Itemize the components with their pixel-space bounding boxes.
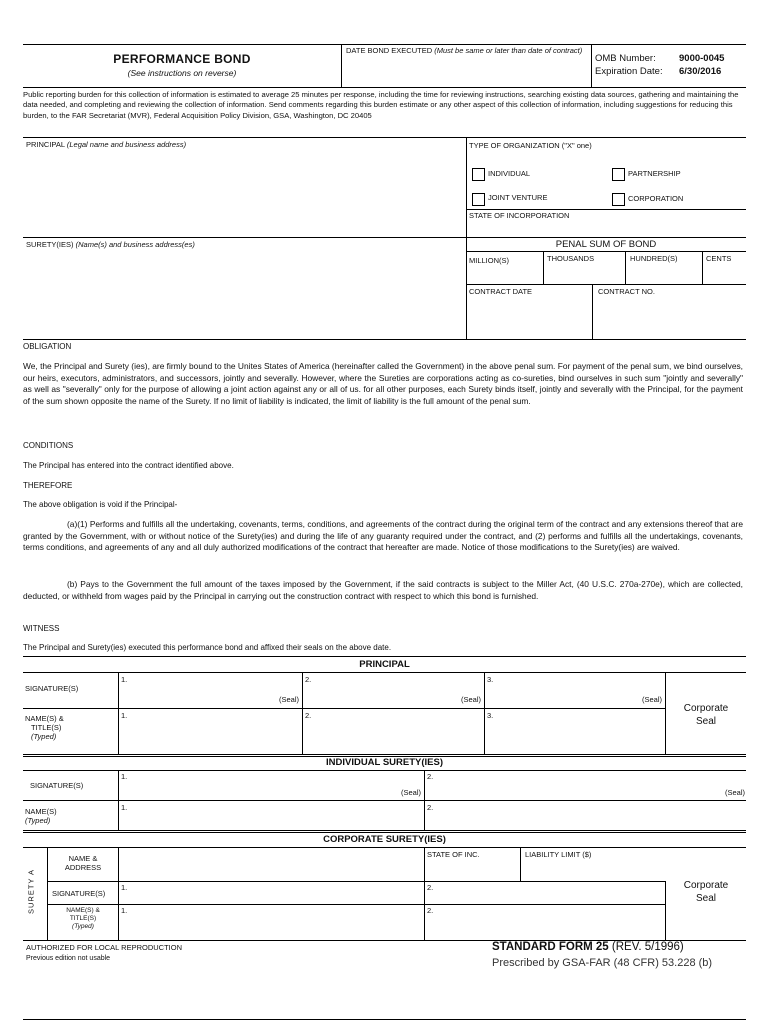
clause-a-text: (a)(1) Performs and fulfills all the undertaking, covenants, terms, conditions, and agreements of the contract during the original term of the contract and any extensions thereof that are granted by the Government, with or without notice of the Surety(ies) and during the life of any guaranty required under the contract, and (2) performs and fulfills all the undertakings, covenants, terms conditions, and agreements of any and all duly authorized modifications of the contract that hereafter are made. Notice of those modifications to the Surety(ies) are waived. (23, 519, 743, 553)
authorized-reproduction-text: AUTHORIZED FOR LOCAL REPRODUCTION (26, 943, 182, 952)
expiration-label: Expiration Date: (595, 66, 663, 77)
corporate-name-1-number: 1. (121, 906, 128, 915)
principal-signature-1-field[interactable] (121, 675, 301, 707)
therefore-text: The above obligation is void if the Principal- (23, 500, 178, 509)
corporate-names-label-line2: TITLE(S) (69, 915, 97, 922)
individual-name-2-field[interactable] (427, 803, 745, 829)
corporate-signature-1-number: 1. (121, 883, 128, 892)
corporate-name-2-field[interactable] (427, 906, 663, 939)
corporate-signature-1-field[interactable] (121, 883, 423, 903)
principal-name-3-number: 3. (487, 711, 494, 720)
principal-name-1-field[interactable] (121, 711, 301, 753)
corporation-checkbox[interactable] (612, 193, 625, 206)
individual-signature-label: SIGNATURE(S) (30, 781, 84, 790)
date-executed-note: (Must be same or later than date of contract) (434, 46, 583, 55)
corporate-signature-label: SIGNATURE(S) (52, 889, 106, 898)
corporate-surety-heading: CORPORATE SURETY(IES) (323, 834, 446, 845)
omb-label: OMB Number: (595, 53, 656, 64)
corporate-name-address-label (48, 854, 118, 872)
corporate-signature-2-number: 2. (427, 883, 434, 892)
principal-seal-2: (Seal) (460, 695, 481, 704)
individual-name-1-number: 1. (121, 803, 128, 812)
hundreds-field[interactable]: HUNDRED(S) (630, 254, 678, 263)
surety-field[interactable] (26, 240, 195, 249)
corporate-name-address-line2: ADDRESS (64, 863, 102, 872)
principal-names-typed: (Typed) (31, 732, 57, 741)
previous-edition-text: Previous edition not usable (26, 955, 111, 962)
obligation-text: We, the Principal and Surety (ies), are firmly bound to the Unites States of America (hereinafter called the Government) in the above penal sum. For payment of the penal sum, we bind ourselves, our heirs, executors, administrators, and successors, jointly and severally. However, where the Sureties are corporations acting as co-sureties, bind ourselves in such sum "jointly and severally" as well as "severally" only for the purpose of allowing a joint action against any or all of us. for all other purposes, each Surety binds itself, jointly and severally with the Principal, for the payment of the sum shown opposite the name of the Surety. If no limit of liability is indicated, the limit of liability is the full amount of the penal sum. (23, 361, 743, 406)
corporate-seal-line1: Corporate (683, 880, 729, 891)
principal-name-2-number: 2. (305, 711, 312, 720)
corporate-name-address-line1: NAME & (68, 854, 98, 863)
partnership-checkbox[interactable] (612, 168, 625, 181)
principal-names-label-line2: TITLE(S) (31, 723, 62, 732)
witness-heading: WITNESS (23, 624, 60, 633)
conditions-text: The Principal has entered into the contract identified above. (23, 461, 234, 470)
form-title: PERFORMANCE BOND (113, 52, 251, 66)
partnership-option-label: PARTNERSHIP (628, 169, 681, 178)
individual-signature-2-field[interactable] (427, 772, 745, 799)
corporate-name-2-number: 2. (427, 906, 434, 915)
contract-number-field[interactable]: CONTRACT NO. (598, 287, 655, 296)
corporate-seal-line2: Seal (695, 893, 716, 904)
burden-notice: Public reporting burden for this collection of information is estimated to average 25 minutes per response, including the time for reviewing instructions, searching existing data sources, gathering and maintaining the data needed, and completing and reviewing the collection of information. Send comments regarding this burden estimate or any other aspect of this collection of information, including suggestions for reducing this burden, to the FAR Secretariat (MVR), Federal Acquisition Policy Division, GSA, Washington, DC 20405 (23, 90, 739, 120)
state-of-incorporation-field[interactable]: STATE OF INCORPORATION (469, 211, 570, 220)
contract-date-field[interactable]: CONTRACT DATE (469, 287, 533, 296)
principal-name-1-number: 1. (121, 711, 128, 720)
corporate-liability-field[interactable]: LIABILITY LIMIT ($) (525, 850, 592, 859)
conditions-heading: CONDITIONS (23, 441, 74, 450)
individual-name-2-number: 2. (427, 803, 434, 812)
individual-signature-1-number: 1. (121, 772, 128, 781)
principal-sign-heading: PRINCIPAL (359, 659, 410, 670)
surety-label: SURETY(IES) (26, 240, 74, 249)
witness-text: The Principal and Surety(ies) executed this performance bond and affixed their seals on the above date. (23, 643, 392, 652)
corporate-names-typed: (Typed) (72, 923, 94, 930)
corporate-state-field[interactable]: STATE OF INC. (427, 850, 480, 859)
expiration-value: 6/30/2016 (679, 66, 722, 77)
obligation-heading: OBLIGATION (23, 342, 72, 351)
principal-name-2-field[interactable] (305, 711, 483, 753)
corporate-signature-2-field[interactable] (427, 883, 663, 903)
corporate-name-1-field[interactable] (121, 906, 423, 939)
corporate-names-label-line1: NAME(S) & (66, 907, 100, 914)
org-type-label: TYPE OF ORGANIZATION ("X" one) (469, 141, 592, 150)
omb-block (595, 52, 745, 78)
clause-b-text: (b) Pays to the Government the full amount of the taxes imposed by the Government, if the said contracts is subject to the Miller Act, (40 U.S.C. 270a-270e), which are collected, deducted, or withheld from wages paid by the Principal in carrying out the construction contract with respect to which this bond is furnished. (23, 579, 743, 601)
principal-signature-3-number: 3. (487, 675, 494, 684)
principal-signature-2-field[interactable] (305, 675, 483, 707)
principal-corporate-seal-line2: Seal (695, 716, 716, 727)
form-subtitle: (See instructions on reverse) (127, 68, 237, 78)
individual-name-1-field[interactable] (121, 803, 423, 829)
individual-option-label: INDIVIDUAL (488, 169, 531, 178)
standard-form-revision: (REV. 5/1996) (611, 941, 684, 953)
omb-value: 9000-0045 (679, 53, 725, 64)
surety-a-side-label: SURETY A (26, 869, 36, 914)
corporate-names-label (48, 907, 118, 931)
thousands-field[interactable]: THOUSANDS (547, 254, 595, 263)
corporate-seal[interactable] (666, 879, 746, 905)
millions-field[interactable]: MILLION(S) (469, 256, 510, 265)
individual-names-typed: (Typed) (25, 816, 51, 825)
individual-names-label (25, 807, 57, 825)
principal-names-label-line1: NAME(S) & (25, 714, 64, 723)
principal-label: PRINCIPAL (26, 140, 65, 149)
surety-label-note: (Name(s) and business address(es) (75, 240, 195, 249)
individual-names-label-line1: NAME(S) (25, 807, 57, 816)
principal-name-3-field[interactable] (487, 711, 664, 753)
principal-signature-3-field[interactable] (487, 675, 664, 707)
prescribed-by-text: Prescribed by GSA-FAR (48 CFR) 53.228 (b) (492, 957, 713, 969)
principal-names-label (25, 714, 64, 741)
individual-checkbox[interactable] (472, 168, 485, 181)
principal-label-note: (Legal name and business address) (66, 140, 187, 149)
standard-form-number: STANDARD FORM 25 (492, 941, 609, 953)
principal-corporate-seal[interactable] (666, 702, 746, 728)
individual-seal-1: (Seal) (400, 788, 421, 797)
joint-venture-checkbox[interactable] (472, 193, 485, 206)
corporation-option-label: CORPORATION (628, 194, 684, 203)
individual-signature-1-field[interactable] (121, 772, 423, 799)
principal-signature-2-number: 2. (305, 675, 312, 684)
joint-venture-option-label: JOINT VENTURE (488, 193, 548, 202)
principal-signature-1-number: 1. (121, 675, 128, 684)
principal-corporate-seal-line1: Corporate (683, 703, 729, 714)
standard-form-label (492, 941, 684, 953)
cents-field[interactable]: CENTS (706, 254, 732, 263)
individual-signature-2-number: 2. (427, 772, 434, 781)
date-executed-label: DATE BOND EXECUTED (346, 46, 433, 55)
therefore-heading: THEREFORE (23, 481, 73, 490)
principal-seal-3: (Seal) (641, 695, 662, 704)
principal-field[interactable] (26, 140, 186, 149)
principal-seal-1: (Seal) (278, 695, 299, 704)
penal-sum-label: PENAL SUM OF BOND (555, 239, 657, 250)
individual-surety-heading: INDIVIDUAL SURETY(IES) (325, 757, 443, 768)
date-executed-field[interactable] (346, 46, 588, 55)
principal-signature-label: SIGNATURE(S) (25, 684, 79, 693)
individual-seal-2: (Seal) (724, 788, 745, 797)
corporate-name-address-field[interactable] (120, 849, 422, 880)
